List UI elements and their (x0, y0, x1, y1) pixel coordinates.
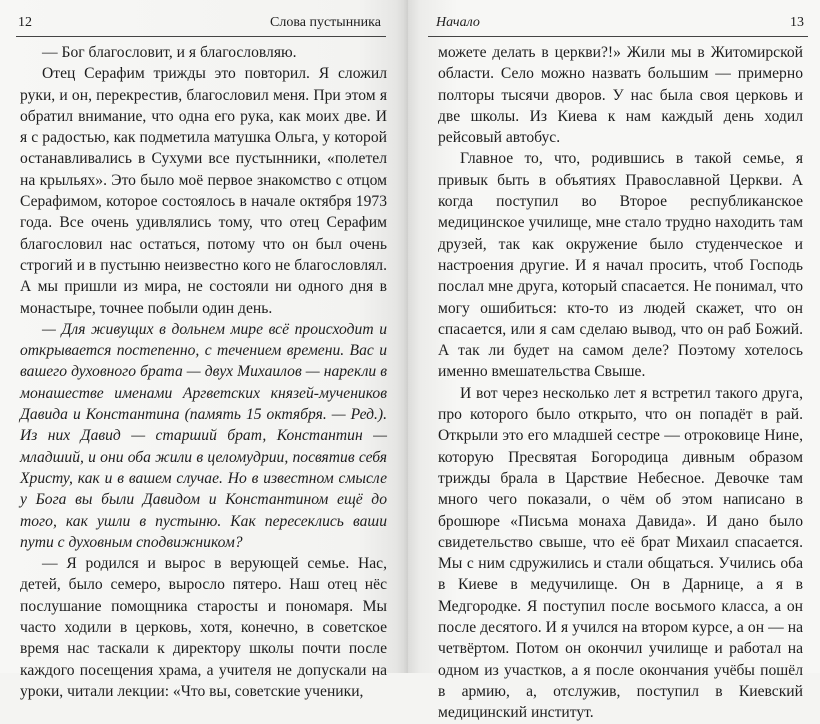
paragraph: можете делать в церкви?!» Жили мы в Житомирской области. Село можно назвать большим — примерно полторы тысячи дворов. У нас была своя церковь и две школы. Из Киева к нам каждый день ходил рейсовый автобус. (438, 44, 803, 147)
page-number-right: 13 (790, 15, 804, 30)
left-page-body (20, 42, 387, 702)
right-page-body (438, 42, 803, 724)
right-page (408, 0, 820, 722)
running-title-left: Слова пустынника (270, 15, 381, 30)
paragraph: — Бог благословит, и я благословляю. (42, 44, 297, 61)
header-rule-right (428, 36, 808, 37)
left-page (0, 0, 408, 700)
header-rule-left (16, 36, 386, 37)
paragraph: Отец Серафим трижды это повторил. Я сложил руки, и он, перекрестив, благословил меня. При этом я обратил внимание, что одна его рука, как моих две. И я с радостью, как подметила матушка Ольга, у которой останавливались в Сухуми все пустынники, «полетел на крыльях». Это было моё первое знакомство с отцом Серафимом, которое состоялось в начале октября 1973 года. Все очень удивлялись тому, что отец Серафим благословил нас остаться, потому что он был очень строгий и в пустыню неизвестно кого не благословлял. А мы пришли из мира, не состояли ни одного дня в монастыре, точнее побыли один день. (20, 65, 387, 317)
running-title-right: Начало (436, 15, 480, 30)
paragraph: И вот через несколько лет я встретил такого друга, про которого было открыто, что он попадёт в рай. Открыли это его младшей сестре — отроковице Нине, которую Пресвятая Богородица дивным образом трижды брала в Царствие Небесное. Девочке там много чего показали, о чём об этом написано в брошюре «Письма монаха Давида». И дано было свидетельство свыше, что её брат Михаил спасается. Мы с ним сдружились и стали общаться. Учились оба в Киеве в медучилище. Он в Дарнице, а я в Медгородке. Я поступил после восьмого класса, а он после десятого. И я учился на втором курсе, а он — на четвёртом. Потом он окончил училище и работал на одном из участков, а я после окончания учёбы пошёл в армию, а, отслужив, поступил в Киевский медицинский институт. (438, 384, 803, 722)
interviewer-question: — Для живущих в дольнем мире всё происходит и открывается постепенно, с течением времени. Вас и вашего духовного брата — двух Михаилов — нарекли в монашестве именами Аргветских князей-мучеников Давида и Константина (память 15 октября. — Ред.). Из них Давид — старший брат, Константин — младший, и они оба жили в целомудрии, посвятив себя Христу, как и в вашем случае. Но в известном смысле у Бога вы были Давидом и Константином ещё до того, как ушли в пустыню. Как пересеклись ваши пути с духовным сподвижником? (20, 320, 387, 551)
paragraph: — Я родился и вырос в верующей семье. Нас, детей, было семеро, выросло пятеро. Наш отец нёс послушание помощника старосты и пономаря. Мы часто ходили в церковь, хотя, конечно, в советское время нас таскали к директору школы почти после каждого посещения храма, а учителя не допускали на уроки, читали лекции: «Что вы, советские ученики, (20, 555, 387, 700)
paragraph: Главное то, что, родившись в такой семье, я привык быть в объятиях Православной Церкви. А когда поступил во Второе республиканское медицинское училище, мне стало трудно находить там друзей, так как окружение было студенческое и настроения другие. И я начал просить, чтоб Господь послал мне друга, который спасается. Не понимал, что могу ошибиться: кто-то из людей скажет, что он спасается, или я сам сделаю вывод, что он раб Божий. А так ли будет на самом деле? Поэтому хотелось именно вмешательства Свыше. (438, 150, 803, 381)
page-number-left: 12 (18, 15, 32, 30)
